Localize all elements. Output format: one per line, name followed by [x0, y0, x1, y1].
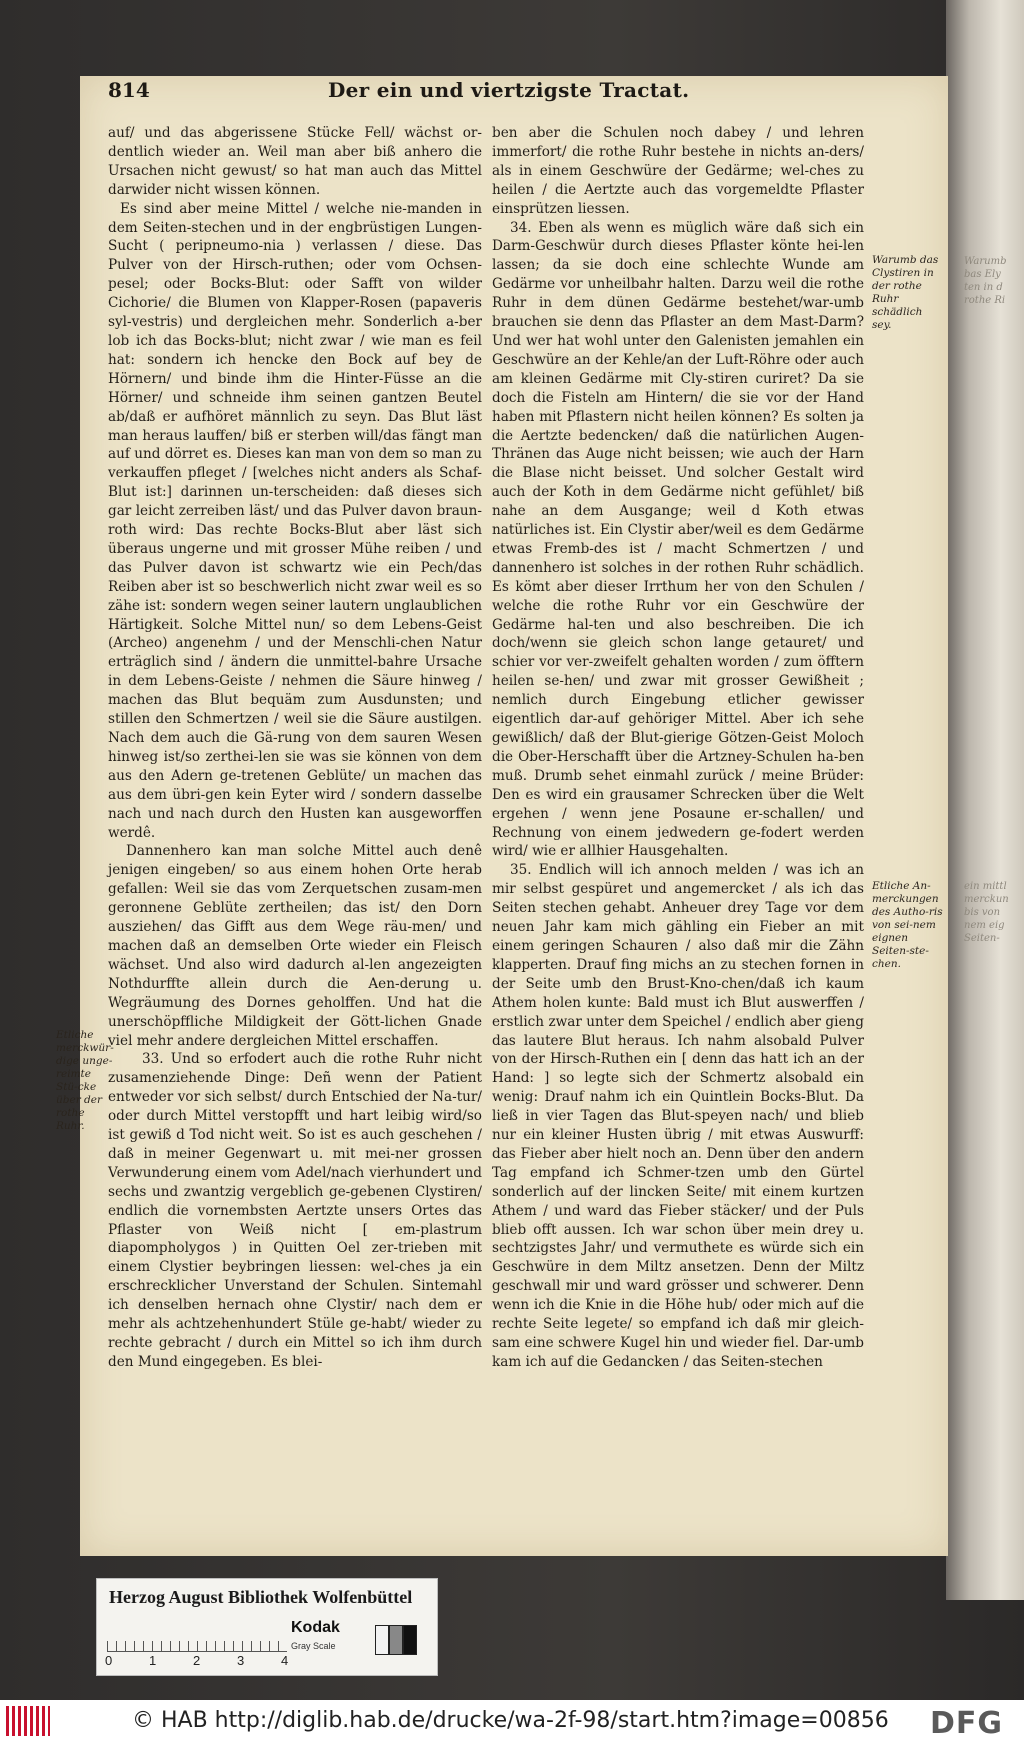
barcode-icon — [6, 1706, 50, 1736]
grayscale-label: Gray Scale — [291, 1641, 336, 1651]
library-name: Herzog August Bibliothek Wolfenbüttel — [109, 1587, 413, 1607]
gray-swatch — [389, 1625, 403, 1655]
paragraph: auf/ und das abgerissene Stücke Fell/ wächst or-dentlich wieder an. Weil man aber biß anhero die Ursachen nicht gewust/ so hat man auch das Mittel darwider nicht wissen können. — [108, 125, 482, 198]
scale-ruler — [107, 1623, 287, 1652]
footer-bar — [0, 1700, 1024, 1745]
paragraph: 35. Endlich will ich annoch melden / was ich an mir selbst gespüret und angemercket / als ich das Seiten stechen gehabt. Anheuer drey Tage vor dem neuen Jahr kam mich gähling ein Fieber an mit einem geringen Schauren / also daß mir die Zähn klapperten. Drauf fing michs an zu stechen fornen in der Seite umb den Brust-Kno-chen/daß ich kaum Athem holen kunte: Bald must ich Blut auswerffen / erstlich zwar unter dem Speichel / endlich aber gieng das lautere Blut heraus. Ich nahm alsobald Pulver von der Hirsch-Ruthen ein [ denn das hatt ich an der Hand: ] so legte sich der Schmertz alsobald ein wenig: Drauf nahm ich ein Quintlein Bocks-Blut. Da ließ in vier Tagen das Blut-speyen nach/ und blieb nur ein kleiner Husten übrig / mit etwas Auswurff: das Fieber aber hielt noch an. Denn über den andern Tag empfand ich Schmer-tzen umb den Gürtel sonderlich auf der lincken Seite/ mit einem kurtzen Athem / und ward das Fieber stäcker/ und der Puls blieb offt aussen. Ich war schon über mein drey u. sechtzigstes Jahr/ und vermuthete es würde sich ein Geschwüre in dem Miltz ansetzen. Denn der Miltz geschwall mir und ward grösser und schwerer. Denn wenn ich die Knie in die Höhe hub/ oder mich auf die rechte Seite legete/ so empfand ich daß mir gleich-sam eine schwere Kugel hin und wieder fiel. Dar-umb kam ich auf die Gedancken / das Seiten-stechen — [492, 862, 864, 1370]
kodak-logo: Kodak — [291, 1619, 340, 1636]
adjacent-page-edge — [946, 0, 1024, 1600]
copyright-url[interactable]: © HAB http://diglib.hab.de/drucke/wa-2f-98/start.htm?image=00856 — [132, 1708, 889, 1733]
ruler-number: 4 — [281, 1653, 289, 1668]
right-text-column — [492, 124, 864, 1372]
ruler-number: 3 — [237, 1653, 245, 1668]
left-text-column — [108, 124, 482, 1372]
page-header — [108, 78, 868, 108]
ruler-number: 0 — [105, 1653, 113, 1668]
ghost-note-1: Warumb bas Ely ten in d rothe Ri — [964, 256, 1007, 306]
marginal-note-right-2: Etliche An-merckungen des Autho-ris von sei-nem eignen Seiten-ste-chen. — [872, 880, 943, 970]
gray-swatch — [403, 1625, 417, 1655]
ruler-number: 2 — [193, 1653, 201, 1668]
marginal-note-left: Etliche merckwür-dige unge-reimte Stü-cke über der rothe Ruhr. — [56, 1029, 114, 1132]
paragraph: 34. Eben als wenn es müglich wäre daß sich ein Darm-Geschwür durch dieses Pflaster könte hei-len lassen; da sie doch eine schlechte Wunde am Gedärme vor unheilbahr halten. Darzu weil die rothe Ruhr in dem dünen Gedärme bestehet/war-umb brauchen sie denn das Pflaster an dem Mast-Darm? Und wer hat wohl unter den Galenisten jemahlen ein Geschwüre an der Kehle/an der Luft-Röhre oder auch am kleinen Gedärme mit Cly-stiren curiret? Da sie doch die Fisteln am Hintern/ die sie vor der Hand haben mit Pflastern nicht heilen können? Es solten ja die Aertzte bedencken/ daß die natürlichen Augen-Thränen das Auge nicht beissen; wie auch der Harn die Blase nicht beisset. Und solcher Gestalt wird auch der Koth in dem Gedärme nicht gefühlet/ biß nahe an dem Ausgange; weil d Koth etwas natürliches ist. Ein Clystir aber/weil es dem Gedärme etwas Fremb-des ist / macht Schmertzen / und dannenhero ist solches in der rothen Ruhr schädlich. Es kömt aber dieser Irrthum her von den Schulen / welche die rothe Ruhr vor ein Geschwüre der Gedärme hal-ten und also beschreiben. Die ich doch/wenn sie gleich schon lange getauret/ und schier vor ver-zweifelt gehalten worden / zum öfftern heilen se-hen/ und zwar mit grosser Gewißheit ; nemlich durch Eingebung etlicher gewisser eigentlich dar-auf gehöriger Mittel. Aber ich sehe gewißlich/ daß der Blut-gierige Götzen-Geist Moloch die Ober-Herschafft über die Artzney-Schulen ha-ben muß. Drumb sehet einmahl zurück / meine Brüder: Den es wird ein grausamer Schrecken über die Welt ergehen / wenn jene Posaune er-schallen/ und Rechnung von einem jedwedern ge-fodert werden wird/ wie er allhier Hausgehalten. — [492, 219, 864, 860]
kodak-grayscale — [291, 1619, 431, 1663]
paragraph: Dannenhero kan man solche Mittel auch denê jenigen eingeben/ so aus einem hohen Orte herab gefallen: Weil sie das vom Zerquetschen zusam-men geronnene Geblüte zertheilen; das ist/ den Dorn ausziehen/ das Gifft aus dem Wege räu-men/ und machen daß an demselben Orte wieder ein Fleisch wächset. Und also wird dadurch al-len angezeigten Nothdurffte allein durch die Aen-derung u. Wegräumung des Dornes geholffen. Und hat die unerschöpffliche Mildigkeit der Gött-lichen Gnade viel mehr andere dergleichen Mittel erschaffen. — [108, 843, 482, 1049]
ruler-number: 1 — [149, 1653, 157, 1668]
ghost-note-2: ein mittl merckun bis von nem eig Seiten- — [964, 881, 1009, 944]
library-label-card — [96, 1578, 438, 1676]
paragraph: ben aber die Schulen noch dabey / und lehren immerfort/ die rothe Ruhr bestehe in nichts an-ders/ als in einem Geschwüre der Gedärme; wel-ches zu heilen / die Aertzte auch das vorgemeldte Pflaster einsprützen liessen. — [492, 125, 864, 217]
marginal-note-right-1: Warumb das Clystiren in der rothe Ruhr schädlich sey. — [872, 254, 939, 331]
dfg-logo: DFG — [930, 1706, 1004, 1741]
running-title: Der ein und viertzigste Tractat. — [328, 78, 690, 102]
paragraph: Es sind aber meine Mittel / welche nie-manden in dem Seiten-stechen und in der engbrüstigen Lungen-Sucht ( peripneumo-nia ) verlassen / diese. Das Pulver von der Hirsch-ruthen; oder vom Ochsen-pesel; oder Bocks-Blut: oder Safft von wilder Cichorie/ die Blumen von Klapper-Rosen (papaveris syl-vestris) und dergleichen mehr. Sonderlich a-ber lob ich das Bocks-blut; nicht zwar / wie man es feil hat: sondern ich hencke den Bock auf bey de Hörnern/ und binde ihm die Hinter-Füsse an die Hörner/ und schneide ihm seinen gantzen Beutel ab/daß er aufhöret männlich zu seyn. Das Blut läst man heraus lauffen/ biß er sterben will/das fängt man auf und dörret es. Dieses kan man von dem so man zu verkauffen pfleget / [welches nicht anders als Schaf-Blut ist:] darinnen un-terscheiden: daß dieses sich gar leicht zerreiben läst/ und das Pulver davon braun-roth wird: Das rechte Bocks-Blut aber läst sich überaus ungerne und mit grosser Mühe reiben / und das Pulver davon ist schwartz wie ein Pech/das Reiben aber ist so beschwerlich nicht zwar weil es so zähe ist: sondern wegen seiner lautern unglaublichen Härtigkeit. Solche Mittel nun/ so dem Lebens-Geist (Archeo) angenehm / und der Menschli-chen Natur erträglich sind / ändern die unmittel-bahre Ursache in dem Lebens-Geiste / nehmen die Säure hinweg / machen das Blut bequäm zum Ausdunsten; und stillen den Schmertzen / weil sie die Säure austilgen. Nach dem auch die Gä-rung von dem sauren Wesen hinweg ist/so zerthei-len sie was sie können von dem aus den Adern ge-tretenen Geblüte/ un machen das aus dem übri-gen kein Eyter wird / sondern dasselbe nach und nach durch den Husten kan ausgeworffen werdê. — [108, 200, 482, 841]
paragraph: 33. Und so erfodert auch die rothe Ruhr nicht zusamenziehende Dinge: Deñ wenn der Patient entweder vor sich selbst/ durch Entschied der Na-tur/ oder durch Mittel verstopfft und hart leibig wird/so ist gewiß d Tod nicht weit. So ist es auch geschehen / daß in meiner Gegenwart u. mit mei-ner grossen Verwunderung einem vom Adel/nach vierhundert und sechs und zwantzig vergeblich ge-gebenen Clystiren/ endlich die vornembsten Aertzte unsers Ortes das Pflaster von Weiß nicht [ em-plastrum diapompholygos ) in Quitten Oel zer-trieben mit einem Clystier beybringen liessen: wel-ches ja ein erschrecklicher Unverstand der Schulen. Sintemahl ich denselben hernach ohne Clystir/ nach dem er mehr als achtzehenhundert Stüle ge-habt/ wieder zu rechte gebracht / durch ein Mittel so ich ihm durch den Mund eingegeben. Es blei- — [108, 1051, 482, 1370]
gray-swatch — [375, 1625, 389, 1655]
page-number: 814 — [108, 78, 150, 102]
